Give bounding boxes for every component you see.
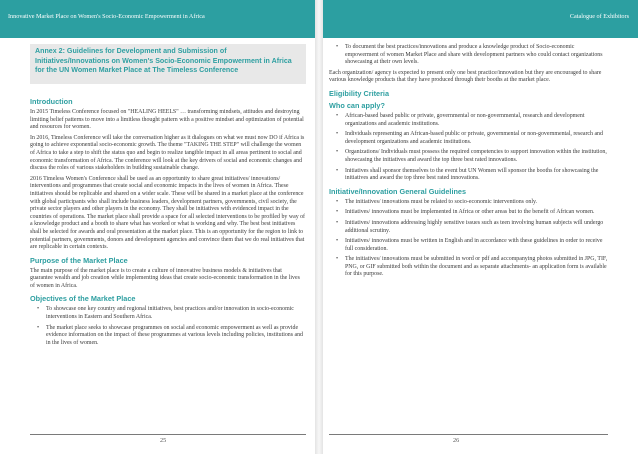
book-gutter xyxy=(315,0,323,454)
annex-title: Annex 2: Guidelines for Development and Submission of Initiatives/Innovations on Women's Socio-Economic Empowerment in Africa for the UN Women Market Place at The Timeless Conference xyxy=(35,47,292,75)
objective-item: • To document the best practices/innovations and produce a knowledge product of Socio-economic empowerment of women Market Place and share with development partners who could contact organizations showcasing at their own levels. xyxy=(329,44,609,67)
eligibility-heading: Eligibility Criteria xyxy=(329,88,390,98)
left-content xyxy=(30,97,306,350)
eligibility-list xyxy=(329,113,609,183)
guideline-item: • Initiatives/ innovations addressing highly sensitive issues such as teen involving human subjects will undergo additional scrutiny. xyxy=(329,220,609,235)
right-content xyxy=(329,44,609,282)
eligibility-item: • African-based based public or private, governmental or non-governmental, research and development organizations and academic institutions. xyxy=(329,113,609,128)
eligibility-item: • Initiatives shall sponsor themselves to the event but UN Women will sponsor the booths for showcasing the initiatives and award the top three best rated innovations. xyxy=(329,168,609,183)
left-page-header xyxy=(0,0,315,38)
intro-paragraph-3: 2016 Timeless Women's Conference shall be used as an opportunity to share great initiatives/ innovations/ interventions and programmes that create social and economic impacts in the lives of women in Africa. These initiatives should be replicable and shared on a wider scale. These will be shared in a market place at the conference with global participants who shall include business leaders, development partners, governments, civil society, the private sector players and other players in the economy. They shall be initiatives with evidenced impact in the countries of operations. The market place shall provide a space for all selected interventions to be profiled by way of a knowledge product and a booth to share what has worked or what is working and why. The best best initiatives shall be selected for awards and oral presentation at the market place. This is an opportunity for the region to link to potential partners, governments, donors and development agencies and convince them that we do real initiatives that are replicable in certain contexts. xyxy=(30,175,306,251)
guideline-item: • The initiatives/ innovations must be related to socio-economic interventions only. xyxy=(329,199,609,207)
each-organization-paragraph: Each organization/ agency is expected to present only one best practice/innovation but they are encouraged to share various knowledge products that they have produced through their booths at the market place. xyxy=(329,69,602,84)
intro-paragraph-1: In 2015 Timeless Conference focused on "HEALING HEELS" … transforming mindsets, attitudes and destroying limiting belief patterns to move into a limitless thought pattern with a positive mindset and optimization of potential and resources for women. xyxy=(30,109,304,131)
right-header-text: Catalogue of Exhibitors xyxy=(569,13,629,20)
eligibility-item: • Organizations/ Individuals must possess the required competencies to support innovation within the institution, showcasing the initiatives and award the top three best rated innovations. xyxy=(329,149,609,164)
right-page-number: 26 xyxy=(453,437,460,444)
who-can-apply-heading: Who can apply? xyxy=(329,100,385,110)
right-page-header xyxy=(323,0,638,38)
introduction-heading: Introduction xyxy=(30,97,73,106)
eligibility-item: • Individuals representing an African-based public or private, governmental or non-governmental, research and development organizations and academic institutions. xyxy=(329,131,609,146)
objectives-list xyxy=(30,306,306,347)
left-footer-rule xyxy=(30,434,306,435)
left-header-text: Innovative Market Place on Women's Socio-Economic Empowerment in Africa xyxy=(8,13,205,20)
purpose-heading: Purpose of the Market Place xyxy=(30,255,128,265)
guideline-item: • Initiatives/ innovations must be implemented in Africa or other areas but to the benefit of African women. xyxy=(329,209,609,217)
purpose-paragraph: The main purpose of the market place is to create a culture of innovative business models & initiatives that guarantee wealth and job creation while implementing ideas that create socio-economic transformation in the lives of women in Africa. xyxy=(30,267,300,289)
guideline-item: • Initiatives/ innovations must be written in English and in accordance with these guidelines in order to receive full consideration. xyxy=(329,238,609,253)
objective-item: • The market place seeks to showcase programmes on social and economic empowerment as well as provide evidence information on the impact of these programmes at various levels including policies, institutions and in the lives of women. xyxy=(30,325,306,348)
right-page xyxy=(323,0,638,454)
right-footer-rule xyxy=(329,434,608,435)
objective-item: • To showcase one key country and regional initiatives, best practices and/or innovation in socio-economic interventions in Eastern and Southern Africa. xyxy=(30,306,306,321)
objectives-heading: Objectives of the Market Place xyxy=(30,294,136,304)
left-page xyxy=(0,0,315,454)
guidelines-list xyxy=(329,199,609,279)
continued-objectives-list xyxy=(329,44,609,67)
guidelines-heading: Initiative/Innovation General Guidelines xyxy=(329,186,467,196)
guideline-item: • The initiatives/ innovations must be submitted in word or pdf and accompanying photos submitted in JPG, TIF, PNG, or GIF submitted both within the document and as separate attachments- an application form is available for this purpose. xyxy=(329,256,609,279)
left-page-number: 25 xyxy=(160,437,167,444)
intro-paragraph-2: In 2016, Timeless Conference will take the conversation higher as it dialogues on what we must now DO if Africa is going to achieve exponential socio-economic growth. The theme "TAKING THE STEP" will challenge the women of Africa to take a step to shift the status quo and begin to realize tangible impact in all areas pertinent to social and economic transformation of Africa. The conference will look at the key drivers of social and economic changes and discuss the roles of various stakeholders in building sustainable change. xyxy=(30,134,305,172)
annex-title-box xyxy=(30,44,306,84)
